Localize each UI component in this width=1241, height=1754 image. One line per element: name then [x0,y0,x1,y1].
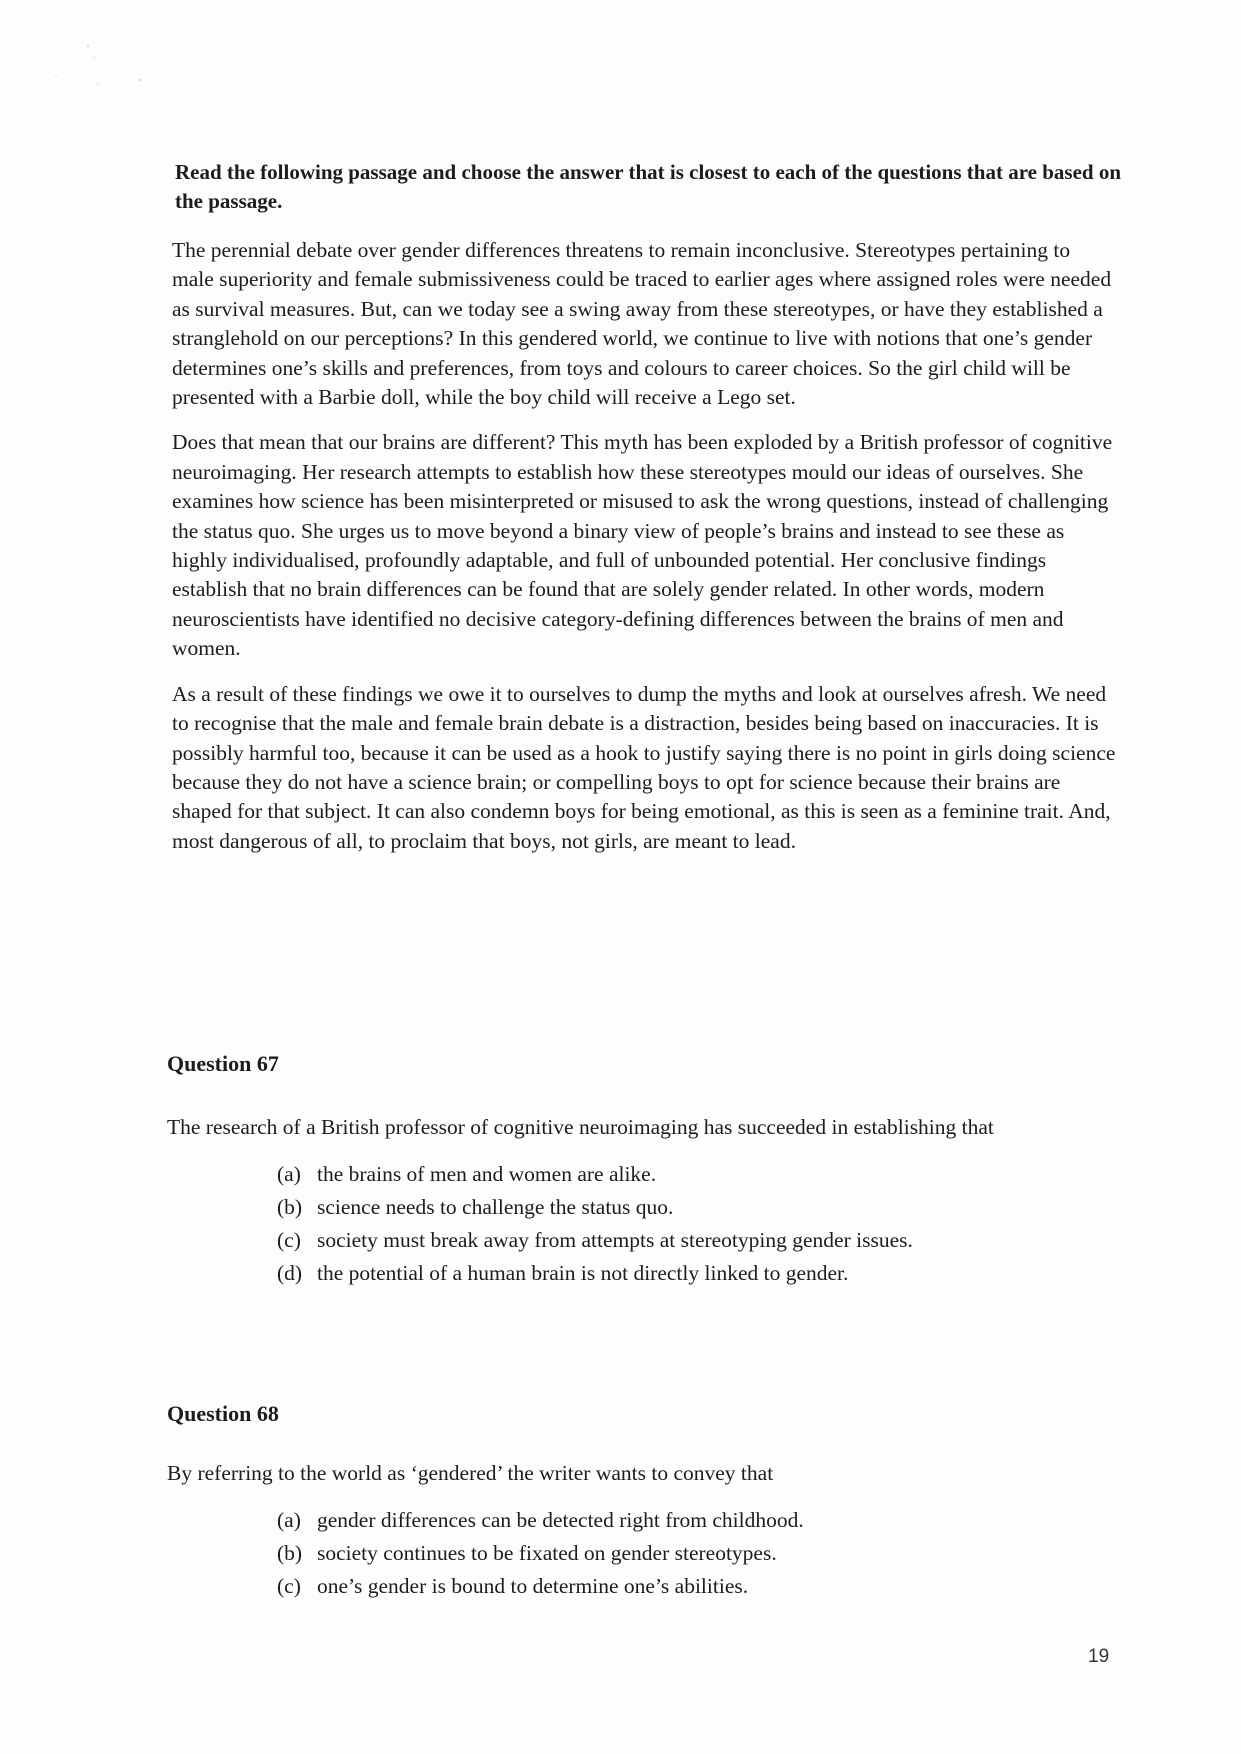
option-text: one’s gender is bound to determine one’s abilities. [317,1574,749,1598]
option-text: gender differences can be detected right from childhood. [317,1508,804,1532]
answer-option-b[interactable] [277,1191,1237,1224]
passage-paragraph: The perennial debate over gender differences threatens to remain inconclusive. Stereotypes pertaining to male superiority and female submissiveness could be traced to earlier ages where assigned roles were needed as survival measures. But, can we today see a swing away from these stereotypes, or have they established a stranglehold on our perceptions? In this gendered world, we continue to live with notions that one’s gender determines one’s skills and preferences, from toys and colours to career choices. So the girl child will be presented with a Barbie doll, while the boy child will receive a Lego set. [172,238,1112,410]
option-letter: (a) [277,1508,301,1532]
option-letter: (b) [277,1541,303,1565]
passage-instruction: Read the following passage and choose the answer that is closest to each of the questions that are based on the passage. [175,160,1121,213]
question-stem: By referring to the world as ‘gendered’ the writer wants to convey that [167,1461,774,1485]
option-letter: (d) [277,1261,303,1285]
answer-option-a[interactable] [277,1504,1237,1537]
page-number: 19 [1088,1646,1110,1667]
scan-specks [10,40,150,100]
option-text: science needs to challenge the status quo. [317,1195,674,1219]
answer-options [277,1158,1237,1290]
option-letter: (a) [277,1162,301,1186]
answer-option-c[interactable] [277,1570,1237,1603]
option-letter: (b) [277,1195,303,1219]
question-title: Question 67 [167,1051,279,1076]
question-title: Question 68 [167,1401,279,1426]
option-letter: (c) [277,1574,301,1598]
option-letter: (c) [277,1228,301,1252]
answer-options [277,1504,1237,1603]
answer-option-c[interactable] [277,1224,1237,1257]
answer-option-b[interactable] [277,1537,1237,1570]
option-text: the potential of a human brain is not directly linked to gender. [317,1261,849,1285]
passage-paragraph: As a result of these findings we owe it to ourselves to dump the myths and look at ourselves afresh. We need to recognise that the male and female brain debate is a distraction, besides being based on inaccuracies. It is possibly harmful too, because it can be used as a hook to justify saying there is no point in girls doing science because they do not have a science brain; or compelling boys to opt for science because their brains are shaped for that subject. It can also condemn boys for being emotional, as this is seen as a feminine trait. And, most dangerous of all, to proclaim that boys, not girls, are meant to lead. [172,681,1116,853]
answer-option-d[interactable] [277,1257,1237,1290]
option-text: society continues to be fixated on gender stereotypes. [317,1541,777,1565]
answer-option-a[interactable] [277,1158,1237,1191]
question-67 [167,1050,1127,1290]
question-68 [167,1400,1127,1603]
question-stem: The research of a British professor of cognitive neuroimaging has succeeded in establishing that [167,1115,994,1139]
option-text: the brains of men and women are alike. [317,1162,657,1186]
passage-paragraph: Does that mean that our brains are different? This myth has been exploded by a British professor of cognitive neuroimaging. Her research attempts to establish how these stereotypes mould our ideas of ourselves. She examines how science has been misinterpreted or misused to ask the wrong questions, instead of challenging the status quo. She urges us to move beyond a binary view of people’s brains and instead to see these as highly individualised, profoundly adaptable, and full of unbounded potential. Her conclusive findings establish that no brain differences can be found that are solely gender related. In other words, modern neuroscientists have identified no decisive category-defining differences between the brains of men and women. [172,430,1113,661]
reading-passage [172,236,1116,872]
option-text: society must break away from attempts at stereotyping gender issues. [317,1228,913,1252]
